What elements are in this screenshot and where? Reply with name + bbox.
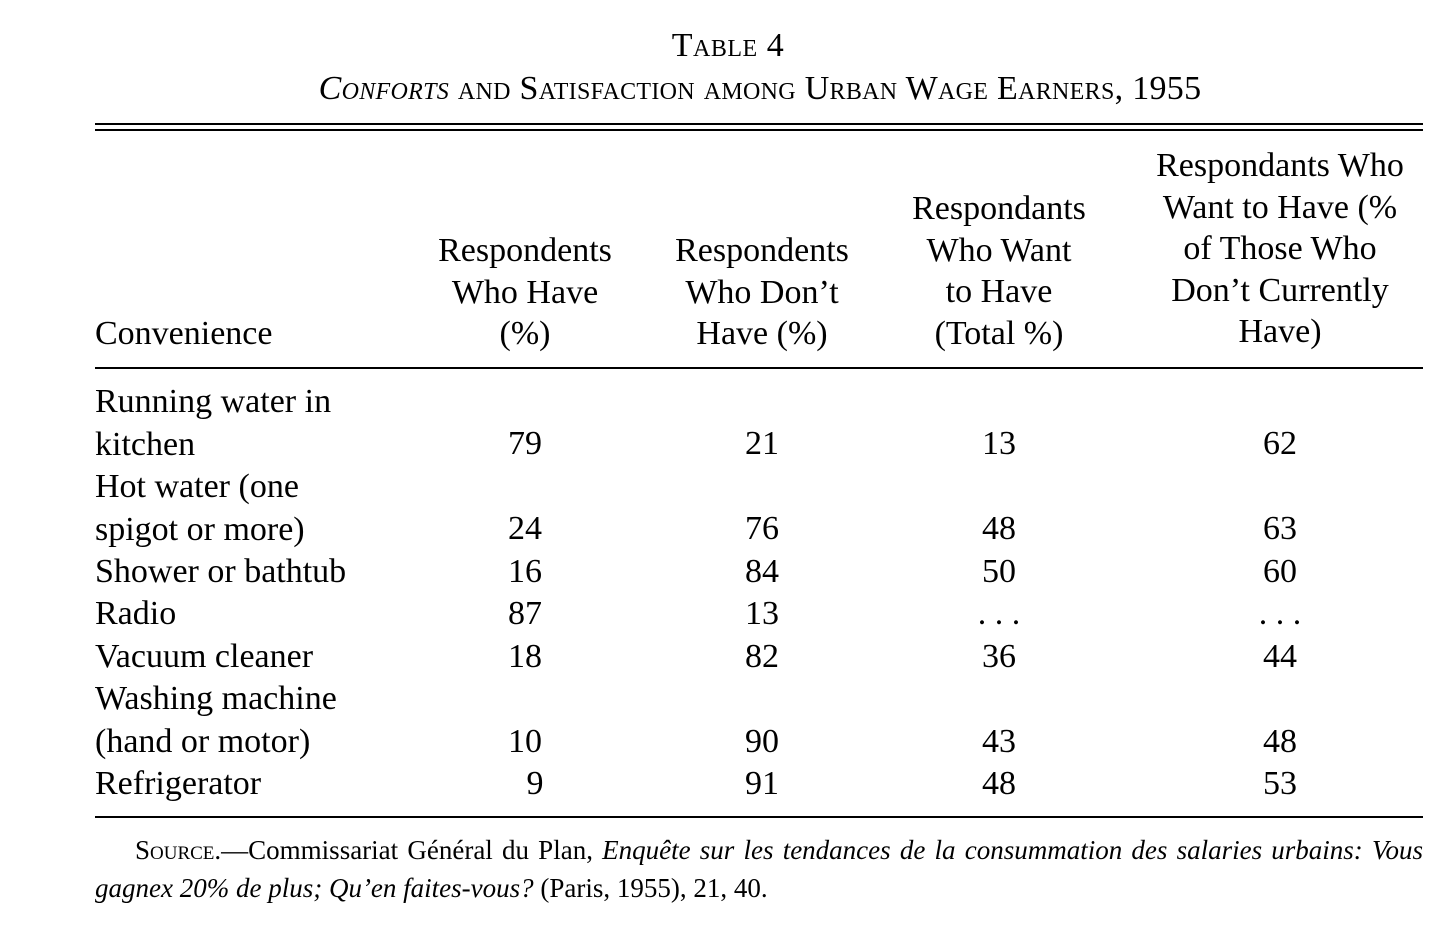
cell-refrigerator-dont: 91 — [745, 765, 779, 802]
header-respondents-dont-have: Respondents Who Don’t Have (%) — [675, 232, 849, 352]
cell-shower-dont: 84 — [745, 553, 779, 590]
cell-running-water-dont: 21 — [745, 425, 779, 462]
cell-refrigerator-want-pct: 53 — [1263, 765, 1297, 802]
header-want-total: Respondants Who Want to Have (Total %) — [912, 190, 1086, 352]
cell-hot-water-have: 24 — [508, 510, 542, 547]
cell-washing-want-total: 43 — [982, 723, 1016, 760]
row-label-washing-machine: Washing machine (hand or motor) — [95, 680, 337, 760]
top-rule-lower — [95, 129, 1423, 131]
cell-vacuum-want-pct: 44 — [1263, 638, 1297, 675]
cell-radio-dont: 13 — [745, 595, 779, 632]
cell-hot-water-want-total: 48 — [982, 510, 1016, 547]
cell-vacuum-dont: 82 — [745, 638, 779, 675]
row-label-radio: Radio — [95, 595, 177, 632]
cell-running-water-want-pct: 62 — [1263, 425, 1297, 462]
cell-washing-have: 10 — [508, 723, 542, 760]
row-label-vacuum: Vacuum cleaner — [95, 638, 314, 675]
cell-shower-want-pct: 60 — [1263, 553, 1297, 590]
source-label: Source. — [135, 835, 222, 865]
cell-vacuum-want-total: 36 — [982, 638, 1016, 675]
top-rule-upper — [95, 123, 1423, 125]
cell-radio-want-total: . . . — [977, 595, 1021, 632]
bottom-rule — [95, 816, 1423, 818]
cell-shower-have: 16 — [508, 553, 542, 590]
source-tail: (Paris, 1955), 21, 40. — [533, 873, 768, 903]
row-label-refrigerator: Refrigerator — [95, 765, 262, 802]
cell-hot-water-want-pct: 63 — [1263, 510, 1297, 547]
cell-refrigerator-want-total: 48 — [982, 765, 1016, 802]
cell-washing-dont: 90 — [745, 723, 779, 760]
table-number: Table 4 — [671, 27, 785, 64]
header-convenience: Convenience — [95, 315, 273, 352]
header-rule — [95, 367, 1423, 369]
source-dash: —Commissariat Général du Plan, — [221, 835, 603, 865]
cell-running-water-want-total: 13 — [982, 425, 1016, 462]
header-want-pct-of-without: Respondants Who Want to Have (% of Those Who Don’t Currently Have) — [1156, 147, 1404, 350]
table-title-rest: and Satisfaction among Urban Wage Earners, 1955 — [449, 70, 1202, 107]
row-label-shower: Shower or bathtub — [95, 553, 347, 590]
cell-running-water-have: 79 — [508, 425, 542, 462]
cell-washing-want-pct: 48 — [1263, 723, 1297, 760]
source-note — [95, 831, 1423, 907]
source-title: Enquête sur les tendances de la consummation des salaries urbains: Vous gagnex 20% de plus; Qu’en faites-vous? — [95, 835, 1424, 903]
header-respondents-have: Respondents Who Have (%) — [438, 232, 612, 352]
table-title-italic: Conforts — [318, 70, 450, 107]
row-label-running-water: Running water in kitchen — [95, 383, 332, 463]
table-title — [0, 69, 1456, 109]
cell-shower-want-total: 50 — [982, 553, 1016, 590]
cell-vacuum-have: 18 — [508, 638, 542, 675]
cell-hot-water-dont: 76 — [745, 510, 779, 547]
cell-radio-have: 87 — [508, 595, 542, 632]
cell-refrigerator-have: 9 — [526, 765, 544, 802]
cell-radio-want-pct: . . . — [1258, 595, 1302, 632]
row-label-hot-water: Hot water (one spigot or more) — [95, 468, 305, 548]
